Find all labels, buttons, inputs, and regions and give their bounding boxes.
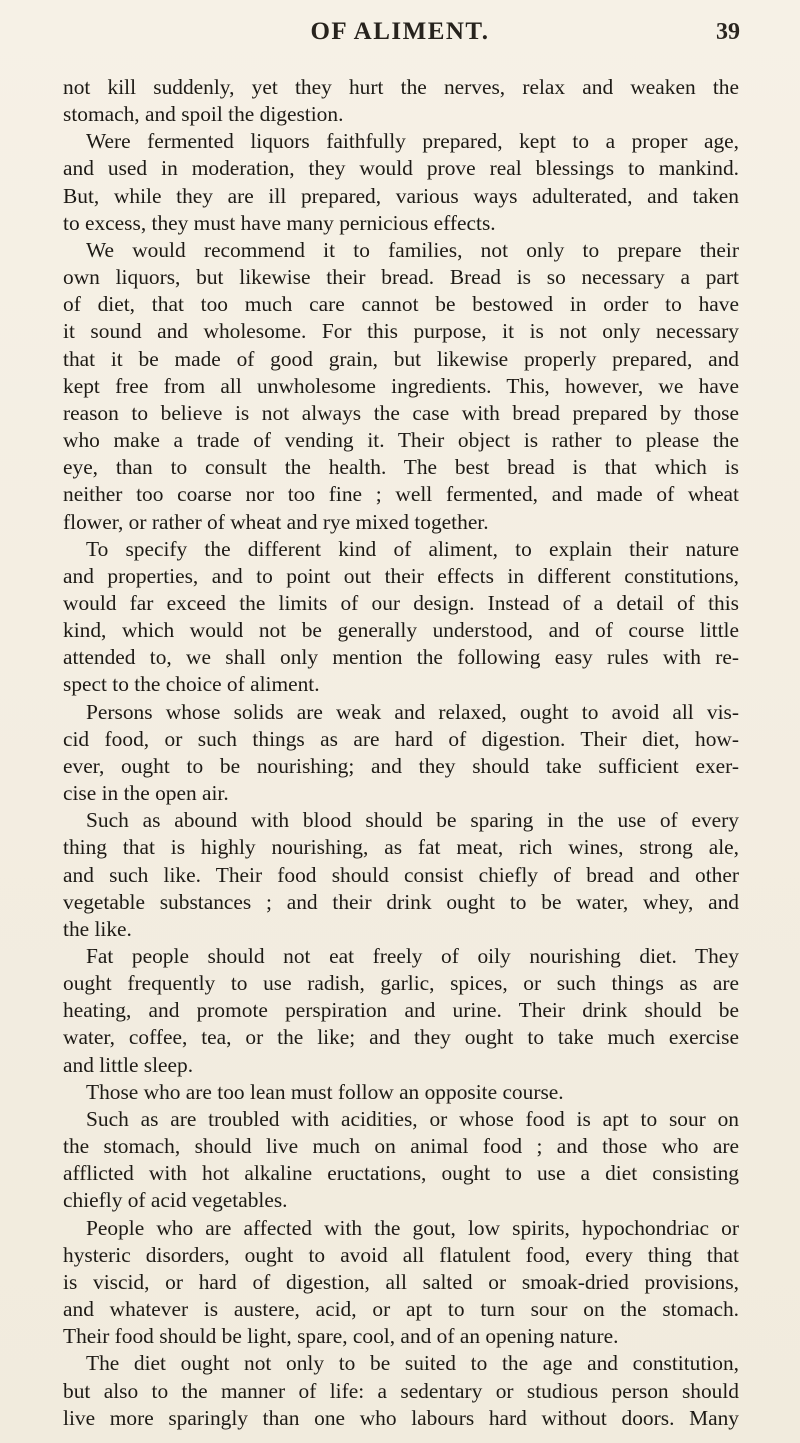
text-line: Those who are too lean must follow an opposite course. — [86, 1079, 564, 1104]
text-line: The diet ought not only to be suited to the age and constitution, — [86, 1351, 739, 1376]
text-line: that it be made of good grain, but likewise properly prepared, and — [63, 346, 739, 371]
text-line: kept free from all unwholesome ingredients. This, however, we have — [63, 373, 739, 398]
text-line: ought frequently to use radish, garlic, spices, or such things as are — [63, 971, 739, 996]
text-line: water, coffee, tea, or the like; and they ought to take much exercise — [63, 1025, 739, 1050]
text-line: the like. — [63, 916, 132, 941]
text-line: Such as are troubled with acidities, or whose food is apt to sour on — [86, 1106, 739, 1131]
text-line: But, while they are ill prepared, various ways adulterated, and taken — [63, 183, 739, 208]
page-number: 39 — [716, 19, 740, 45]
text-line: spect to the choice of aliment. — [63, 672, 320, 697]
text-line: afflicted with hot alkaline eructations, ought to use a diet consisting — [63, 1161, 739, 1186]
text-line: who make a trade of vending it. Their object is rather to please the — [63, 428, 739, 453]
text-line: thing that is highly nourishing, as fat meat, rich wines, strong ale, — [63, 835, 739, 860]
text-line: vegetable substances ; and their drink ought to be water, whey, and — [63, 889, 739, 914]
text-line: cise in the open air. — [63, 781, 229, 806]
text-line: Such as abound with blood should be sparing in the use of every — [86, 808, 739, 833]
text-line: stomach, and spoil the digestion. — [63, 102, 344, 127]
text-line: hysteric disorders, ought to avoid all flatulent food, every thing that — [63, 1242, 739, 1267]
text-line: neither too coarse nor too fine ; well fermented, and made of wheat — [63, 482, 739, 507]
body-text — [63, 74, 739, 1432]
text-line: the stomach, should live much on animal food ; and those who are — [63, 1134, 739, 1159]
text-line: kind, which would not be generally understood, and of course little — [63, 618, 739, 643]
text-line: would far exceed the limits of our design. Instead of a detail of this — [63, 590, 739, 615]
text-line: ever, ought to be nourishing; and they should take sufficient exer- — [63, 753, 739, 778]
text-line: To specify the different kind of aliment, to explain their nature — [86, 536, 739, 561]
text-line: and little sleep. — [63, 1052, 194, 1077]
text-line: chiefly of acid vegetables. — [63, 1188, 288, 1213]
text-line: live more sparingly than one who labours hard without doors. Many — [63, 1405, 739, 1430]
text-line: and whatever is austere, acid, or apt to turn sour on the stomach. — [63, 1297, 739, 1322]
text-line: but also to the manner of life: a sedentary or studious person should — [63, 1378, 739, 1403]
text-line: attended to, we shall only mention the following easy rules with re- — [63, 645, 739, 670]
text-line: and used in moderation, they would prove real blessings to mankind. — [63, 156, 739, 181]
text-line: to excess, they must have many pernicious effects. — [63, 210, 496, 235]
text-line: We would recommend it to families, not only to prepare their — [86, 237, 739, 262]
page-header — [60, 18, 740, 52]
text-line: Were fermented liquors faithfully prepared, kept to a proper age, — [86, 129, 739, 154]
text-line: and properties, and to point out their effects in different constitutions, — [63, 563, 739, 588]
running-head: OF ALIMENT. — [310, 18, 490, 45]
text-line: People who are affected with the gout, low spirits, hypochondriac or — [86, 1215, 739, 1240]
text-line: cid food, or such things as are hard of digestion. Their diet, how- — [63, 726, 739, 751]
text-line: flower, or rather of wheat and rye mixed together. — [63, 509, 489, 534]
text-line: eye, than to consult the health. The best bread is that which is — [63, 455, 739, 480]
text-line: reason to believe is not always the case with bread prepared by those — [63, 400, 739, 425]
text-line: of diet, that too much care cannot be bestowed in order to have — [63, 292, 739, 317]
text-line: it sound and wholesome. For this purpose, it is not only necessary — [63, 319, 739, 344]
text-line: Persons whose solids are weak and relaxed, ought to avoid all vis- — [86, 699, 739, 724]
text-line: Fat people should not eat freely of oily nourishing diet. They — [86, 944, 739, 968]
text-line: is viscid, or hard of digestion, all salted or smoak-dried provisions, — [63, 1269, 739, 1294]
text-line: Their food should be light, spare, cool, and of an opening nature. — [63, 1324, 619, 1349]
text-line: not kill suddenly, yet they hurt the nerves, relax and weaken the — [63, 75, 739, 99]
text-line: own liquors, but likewise their bread. Bread is so necessary a part — [63, 265, 739, 290]
text-line: heating, and promote perspiration and urine. Their drink should be — [63, 998, 739, 1023]
text-line: and such like. Their food should consist chiefly of bread and other — [63, 862, 739, 887]
